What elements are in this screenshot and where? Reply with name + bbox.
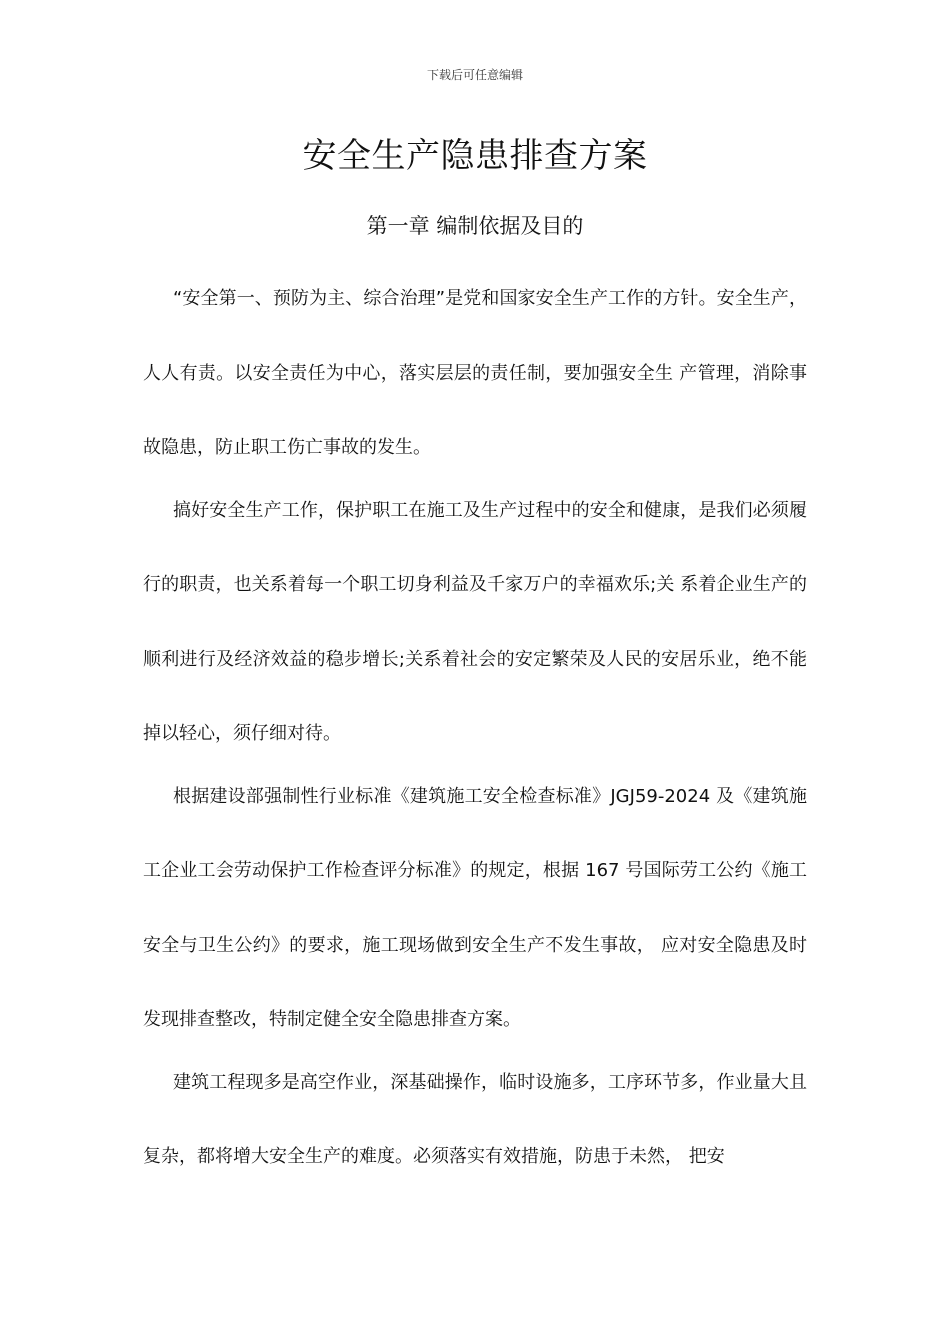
paragraph-standards-basis: 根据建设部强制性行业标准《建筑施工安全检查标准》JGJ59-2024 及《建筑施工企业工会劳动保护工作检查评分标准》的规定，根据 167 号国际劳工公约《施工安全与卫生公约》的要求，施工现场做到安全生产不发生事故， 应对安全隐患及时发现排查整改，特制定健全安全隐患排查方案。	[143, 785, 807, 1030]
paragraph-construction-risk: 建筑工程现多是高空作业，深基础操作，临时设施多，工序环节多，作业量大且复杂，都将增大安全生产的难度。必须落实有效措施，防患于未然， 把安	[143, 1071, 807, 1167]
chapter-title: 第一章 编制依据及目的	[366, 214, 584, 238]
document-title: 安全生产隐患排查方案	[302, 136, 648, 176]
paragraph-safety-duty: 搞好安全生产工作，保护职工在施工及生产过程中的安全和健康，是我们必须履行的职责，也关系着每一个职工切身利益及千家万户的幸福欢乐;关 系着企业生产的顺利进行及经济效益的稳步增长;关系着社会的安定繁荣及人民的安居乐业，绝不能掉以轻心，须仔细对待。	[143, 499, 807, 744]
header-note: 下载后可任意编辑	[426, 68, 523, 82]
paragraph-safety-policy: “安全第一、预防为主、综合治理”是党和国家安全生产工作的方针。安全生产，人人有责。以安全责任为中心，落实层层的责任制，要加强安全生 产管理，消除事故隐患，防止职工伤亡事故的发生。	[143, 288, 807, 458]
body-text	[143, 262, 807, 1195]
